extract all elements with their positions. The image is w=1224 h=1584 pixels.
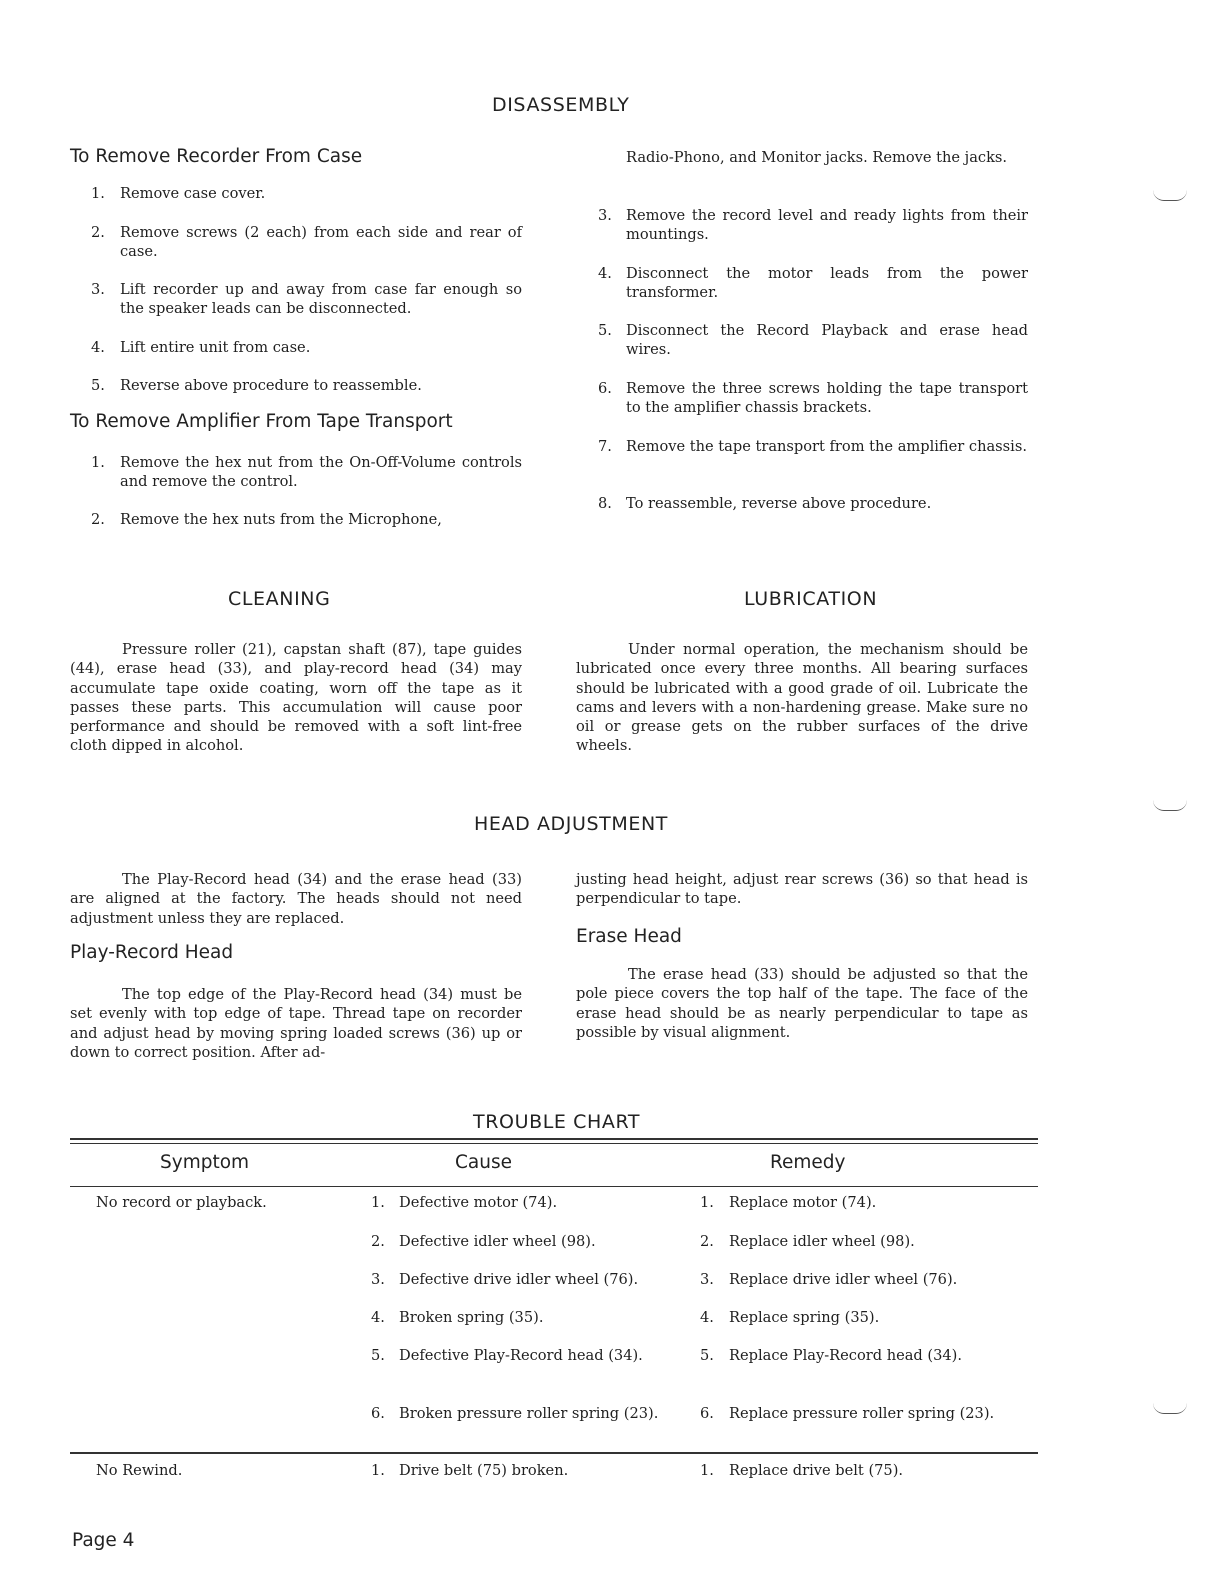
cause-cell: Broken pressure roller spring (23). [399, 1405, 659, 1422]
remedy-number: 1. [700, 1194, 714, 1211]
remedy-cell: Replace idler wheel (98). [729, 1233, 915, 1250]
remedy-number: 1. [700, 1462, 714, 1479]
remedy-number: 5. [700, 1347, 714, 1364]
binder-hole-mark [1153, 1403, 1187, 1414]
erase-head-paragraph: The erase head (33) should be adjusted so that the pole piece covers the top half of the tape. The face of the erase head should be as nearly perpendicular to tape as possible by visual alignment. [576, 966, 1028, 1041]
cause-cell: Defective Play-Record head (34). [399, 1347, 643, 1364]
remedy-cell: Replace pressure roller spring (23). [729, 1405, 995, 1422]
list-item-number: 6. [598, 380, 612, 397]
cause-number: 5. [371, 1347, 385, 1364]
table-top-rule-inner [70, 1143, 1038, 1144]
remedy-cell: Replace spring (35). [729, 1309, 880, 1326]
remedy-number: 4. [700, 1309, 714, 1326]
list-item-text: To reassemble, reverse above procedure. [626, 495, 932, 512]
play-record-head-subheading: Play-Record Head [70, 942, 234, 963]
list-item-text: Reverse above procedure to reassemble. [120, 377, 422, 394]
list-item-text: Remove the tape transport from the amplifier chassis. [626, 438, 1027, 455]
play-record-head-paragraph: The top edge of the Play-Record head (34) must be set evenly with top edge of tape. Thread tape on recorder and adjust head by moving spring loaded screws (36) up or down to correct position. After ad- [70, 986, 522, 1061]
header-rule [70, 1186, 1038, 1187]
cause-number: 3. [371, 1271, 385, 1288]
symptom-cell: No record or playback. [96, 1194, 267, 1211]
lubrication-paragraph: Under normal operation, the mechanism should be lubricated once every three months. All bearing surfaces should be lubricated with a good grade of oil. Lubricate the cams and levers with a non-hardening grease. Make sure no oil or grease gets on the rubber surfaces of the drive wheels. [576, 641, 1028, 755]
list-item-number: 4. [91, 339, 105, 356]
list-item-text: Remove screws (2 each) from each side and rear of case. [120, 224, 522, 261]
list-item-text: Remove the hex nuts from the Microphone, [120, 511, 442, 528]
trouble-chart-title: TROUBLE CHART [473, 1111, 641, 1133]
list-item-number: 3. [598, 207, 612, 224]
head-adjustment-heading: HEAD ADJUSTMENT [474, 813, 668, 835]
head-adjustment-intro: The Play-Record head (34) and the erase head (33) are aligned at the factory. The heads should not need adjustment unless they are replaced. [70, 871, 522, 927]
list-item-number: 5. [598, 322, 612, 339]
remedy-cell: Replace drive belt (75). [729, 1462, 904, 1479]
group-separator-rule [70, 1452, 1038, 1454]
cause-cell: Drive belt (75) broken. [399, 1462, 569, 1479]
head-adjustment-continued: justing head height, adjust rear screws (36) so that head is perpendicular to tape. [576, 871, 1028, 908]
list-item-number: 2. [91, 511, 105, 528]
cause-cell: Defective motor (74). [399, 1194, 558, 1211]
list-item-number: 3. [91, 281, 105, 298]
cause-cell: Defective drive idler wheel (76). [399, 1271, 639, 1288]
list-item-number: 4. [598, 265, 612, 282]
list-item-text: Disconnect the motor leads from the power transformer. [626, 265, 1028, 302]
remedy-number: 6. [700, 1405, 714, 1422]
list-item-number: 2. [91, 224, 105, 241]
list-item-text: Lift recorder up and away from case far enough so the speaker leads can be disconnected. [120, 281, 522, 318]
cause-number: 1. [371, 1462, 385, 1479]
lubrication-heading: LUBRICATION [744, 588, 878, 610]
list-item-text: Disconnect the Record Playback and erase head wires. [626, 322, 1028, 359]
section-heading-remove-recorder: To Remove Recorder From Case [70, 146, 363, 167]
symptom-cell: No Rewind. [96, 1462, 183, 1479]
list-item-text: Lift entire unit from case. [120, 339, 311, 356]
table-top-rule [70, 1138, 1038, 1140]
remedy-cell: Replace motor (74). [729, 1194, 877, 1211]
list-item-number: 1. [91, 185, 105, 202]
page-number: Page 4 [72, 1530, 135, 1551]
cause-cell: Broken spring (35). [399, 1309, 544, 1326]
list-item-text: Remove case cover. [120, 185, 266, 202]
cause-number: 6. [371, 1405, 385, 1422]
cleaning-heading: CLEANING [228, 588, 331, 610]
column-header-remedy: Remedy [770, 1152, 846, 1173]
section-heading-remove-amplifier: To Remove Amplifier From Tape Transport [70, 411, 453, 432]
binder-hole-mark [1153, 800, 1187, 811]
list-item-text: Remove the record level and ready lights from their mountings. [626, 207, 1028, 244]
remedy-cell: Replace drive idler wheel (76). [729, 1271, 958, 1288]
remedy-cell: Replace Play-Record head (34). [729, 1347, 963, 1364]
list-item-number: 1. [91, 454, 105, 471]
page-title: DISASSEMBLY [492, 94, 630, 116]
binder-hole-mark [1153, 190, 1187, 201]
remedy-number: 3. [700, 1271, 714, 1288]
cause-cell: Defective idler wheel (98). [399, 1233, 596, 1250]
erase-head-subheading: Erase Head [576, 926, 682, 947]
list-item-text: Radio-Phono, and Monitor jacks. Remove the jacks. [626, 149, 1008, 166]
cleaning-paragraph: Pressure roller (21), capstan shaft (87), tape guides (44), erase head (33), and play-record head (34) may accumulate tape oxide coating, worn off the tape as it passes these parts. This accumulation will cause poor performance and should be removed with a soft lint-free cloth dipped in alcohol. [70, 641, 522, 755]
cause-number: 1. [371, 1194, 385, 1211]
list-item-text: Remove the three screws holding the tape transport to the amplifier chassis brackets. [626, 380, 1028, 417]
list-item-text: Remove the hex nut from the On-Off-Volume controls and remove the control. [120, 454, 522, 491]
remedy-number: 2. [700, 1233, 714, 1250]
list-item-number: 7. [598, 438, 612, 455]
column-header-cause: Cause [455, 1152, 512, 1173]
cause-number: 4. [371, 1309, 385, 1326]
list-item-number: 8. [598, 495, 612, 512]
column-header-symptom: Symptom [160, 1152, 250, 1173]
cause-number: 2. [371, 1233, 385, 1250]
list-item-number: 5. [91, 377, 105, 394]
